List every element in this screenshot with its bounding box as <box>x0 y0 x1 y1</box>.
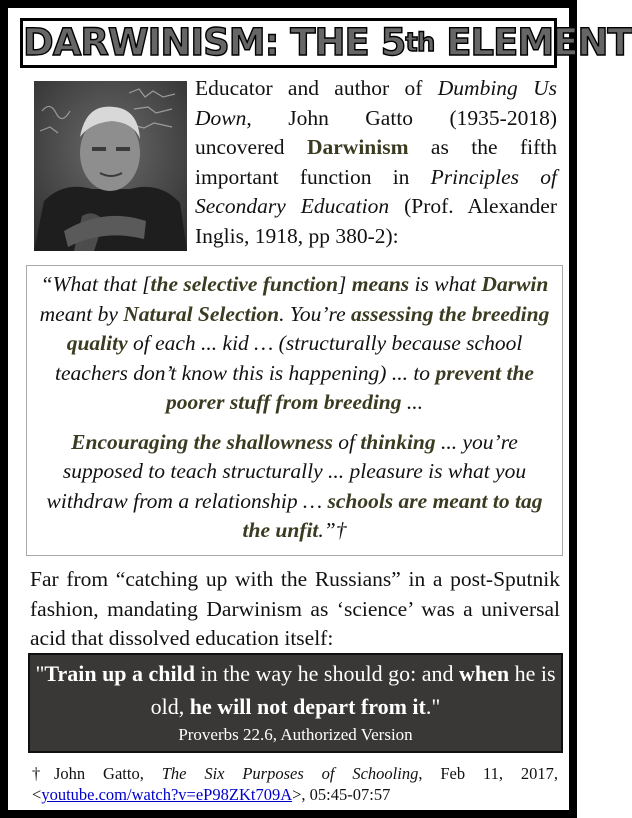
footnote-text-2: , Feb 11, 2017, < <box>32 764 558 804</box>
verse-segment-0: " <box>35 661 45 686</box>
verse-segment-3: when <box>458 661 510 686</box>
page-title <box>20 18 632 68</box>
quote-p1-segment-1: the selective function <box>150 272 339 296</box>
verse-segment-4: he is old, <box>150 661 556 719</box>
quote-p1-segment-0: “What that [ <box>40 272 151 296</box>
quote-p2-segment-5: .”† <box>318 518 347 542</box>
quote-p1-segment-7: Natural Selection <box>123 301 280 326</box>
footnote-text-3: >, 05:45-07:57 <box>292 785 391 804</box>
verse-segment-1: Train up a child <box>44 661 196 686</box>
verse-segment-6: ." <box>425 694 441 719</box>
gatto-photo <box>34 81 187 251</box>
verse-segment-2: in the way he should go: and <box>195 661 459 686</box>
title-end: ELEMENT <box>434 21 632 64</box>
footnote-text-1: †John Gatto, <box>32 764 162 783</box>
quote-p1-segment-4: is what <box>409 272 482 296</box>
quote-p1-segment-2: ] <box>338 272 352 296</box>
quote-p1-segment-6: meant by <box>39 301 124 326</box>
quote-p1-segment-9: assessing the breeding quality <box>66 301 550 355</box>
portrait-image-icon <box>34 81 187 251</box>
title-superscript: th <box>405 28 435 58</box>
quote-p1-segment-10: of each ... kid … (structurally because school teachers don’t know this is happening) ... to <box>55 331 523 385</box>
gatto-quote-box <box>26 265 563 556</box>
title-main: DARWINISM: THE 5 <box>23 21 406 64</box>
verse-reference: Proverbs 22.6, Authorized Version <box>178 725 413 744</box>
quote-p1-segment-5: Darwin <box>481 272 549 296</box>
bible-verse-box <box>28 653 563 753</box>
intro-text-2: , John Gatto (1935-2018) uncovered <box>195 105 557 159</box>
quote-p2-segment-0: Encouraging the shallowness <box>71 429 333 454</box>
quote-paragraph-1 <box>33 270 556 418</box>
intro-text-3: as the fifth important function in <box>195 135 557 189</box>
quote-p1-segment-12: ... <box>401 390 423 414</box>
intro-paragraph <box>195 74 557 251</box>
quote-p1-segment-8: . You’re <box>279 301 352 326</box>
quote-p2-segment-2: thinking <box>360 429 436 454</box>
darwinism-term: Darwinism <box>306 135 409 159</box>
quote-paragraph-2 <box>33 428 556 546</box>
footnote <box>32 763 558 805</box>
intro-text-4: (Prof. Alexander Inglis, 1918, pp 380-2): <box>195 194 557 248</box>
body-paragraph: Far from “catching up with the Russians” in a post-Sputnik fashion, mandating Darwinism as ‘science’ was a universal acid that dissolved education itself: <box>30 567 560 650</box>
quote-p2-segment-4: schools are meant to tag the unfit <box>242 488 543 542</box>
intro-text-1: Educator and author of <box>195 76 438 100</box>
youtube-link[interactable]: youtube.com/watch?v=eP98ZKt709A <box>41 785 293 804</box>
footnote-book-title: The Six Purposes of Schooling <box>161 764 419 783</box>
quote-p2-segment-1: of <box>332 429 361 454</box>
quote-p2-segment-3: ... you’re supposed to teach structurally ... pleasure is what you withdraw from a relationship … <box>46 429 527 513</box>
book-title-principles: Principles of Secondary Education <box>195 164 557 218</box>
book-title-dumbing-us-down: Dumbing Us Down <box>195 76 558 130</box>
quote-p1-segment-3: means <box>351 272 410 296</box>
quote-p1-segment-11: prevent the poorer stuff from breeding <box>165 360 534 414</box>
verse-text <box>30 655 561 723</box>
verse-segment-5: he will not depart from it <box>189 694 426 719</box>
